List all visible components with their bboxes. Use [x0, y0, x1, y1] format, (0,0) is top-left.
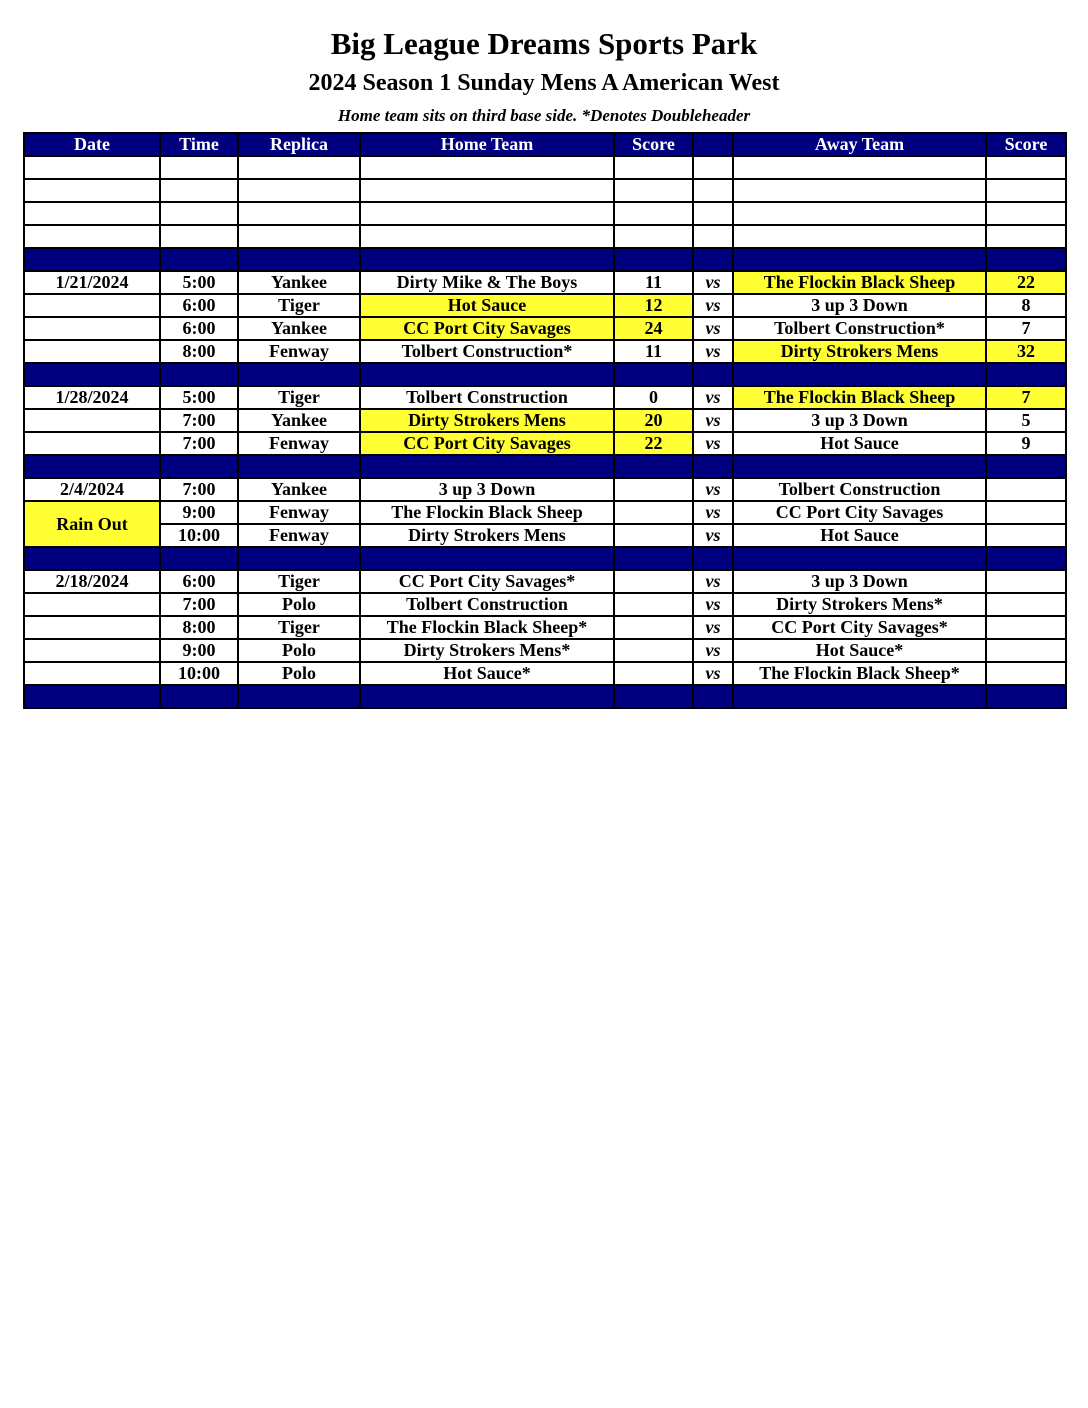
time-cell: 7:00 [160, 409, 238, 432]
time-cell: 7:00 [160, 593, 238, 616]
separator-cell [733, 685, 986, 708]
home-score-cell [614, 593, 693, 616]
away-team-cell: 3 up 3 Down [733, 570, 986, 593]
home-team-cell: CC Port City Savages [360, 432, 614, 455]
home-score-cell [614, 662, 693, 685]
vs-cell: vs [693, 294, 733, 317]
empty-cell [238, 225, 360, 248]
date-cell: Rain Out [24, 501, 160, 547]
game-row [24, 639, 1066, 662]
home-team-cell: CC Port City Savages* [360, 570, 614, 593]
home-score-cell [614, 616, 693, 639]
game-row [24, 524, 1066, 547]
date-cell [24, 662, 160, 685]
separator-cell [614, 455, 693, 478]
time-cell: 8:00 [160, 616, 238, 639]
header-away-team: Away Team [733, 133, 986, 156]
separator-cell [693, 455, 733, 478]
replica-cell: Yankee [238, 478, 360, 501]
away-team-cell: The Flockin Black Sheep* [733, 662, 986, 685]
header-home-score: Score [614, 133, 693, 156]
header-time: Time [160, 133, 238, 156]
vs-cell: vs [693, 501, 733, 524]
separator-cell [238, 547, 360, 570]
game-row [24, 616, 1066, 639]
vs-cell: vs [693, 386, 733, 409]
vs-cell: vs [693, 432, 733, 455]
empty-cell [360, 179, 614, 202]
empty-row [24, 156, 1066, 179]
empty-cell [693, 225, 733, 248]
separator-cell [238, 685, 360, 708]
away-score-cell [986, 639, 1066, 662]
empty-cell [614, 225, 693, 248]
away-score-cell: 9 [986, 432, 1066, 455]
replica-cell: Yankee [238, 409, 360, 432]
home-score-cell: 11 [614, 340, 693, 363]
away-team-cell: 3 up 3 Down [733, 409, 986, 432]
empty-cell [733, 202, 986, 225]
date-cell [24, 639, 160, 662]
header-away-score: Score [986, 133, 1066, 156]
empty-row [24, 202, 1066, 225]
replica-cell: Fenway [238, 524, 360, 547]
empty-cell [693, 179, 733, 202]
vs-cell: vs [693, 478, 733, 501]
away-score-cell [986, 524, 1066, 547]
time-cell: 10:00 [160, 524, 238, 547]
game-row [24, 317, 1066, 340]
separator-cell [360, 455, 614, 478]
schedule-table [23, 132, 1067, 709]
time-cell: 7:00 [160, 478, 238, 501]
away-team-cell: Hot Sauce [733, 524, 986, 547]
page-subtitle: 2024 Season 1 Sunday Mens A American West [308, 70, 780, 96]
away-team-cell: CC Port City Savages* [733, 616, 986, 639]
vs-cell: vs [693, 570, 733, 593]
game-row [24, 271, 1066, 294]
away-score-cell [986, 501, 1066, 524]
time-cell: 6:00 [160, 570, 238, 593]
time-cell: 9:00 [160, 501, 238, 524]
date-cell: 2/18/2024 [24, 570, 160, 593]
date-cell: 1/21/2024 [24, 271, 160, 294]
empty-cell [986, 225, 1066, 248]
replica-cell: Tiger [238, 386, 360, 409]
separator-cell [693, 547, 733, 570]
separator-cell [986, 363, 1066, 386]
home-score-cell [614, 639, 693, 662]
home-score-cell [614, 570, 693, 593]
replica-cell: Tiger [238, 616, 360, 639]
away-score-cell: 22 [986, 271, 1066, 294]
empty-cell [238, 156, 360, 179]
home-team-cell: Hot Sauce [360, 294, 614, 317]
separator-cell [614, 248, 693, 271]
separator-cell [693, 363, 733, 386]
replica-cell: Fenway [238, 340, 360, 363]
game-row [24, 340, 1066, 363]
away-score-cell: 7 [986, 317, 1066, 340]
header-row [24, 133, 1066, 156]
game-row [24, 570, 1066, 593]
game-row [24, 501, 1066, 524]
away-score-cell: 5 [986, 409, 1066, 432]
empty-cell [986, 179, 1066, 202]
away-team-cell: Hot Sauce* [733, 639, 986, 662]
schedule-note: Home team sits on third base side. *Denotes Doubleheader [337, 106, 751, 125]
date-cell [24, 317, 160, 340]
empty-cell [160, 225, 238, 248]
separator-cell [693, 685, 733, 708]
empty-cell [24, 225, 160, 248]
date-separator-row [24, 547, 1066, 570]
vs-cell: vs [693, 271, 733, 294]
separator-cell [160, 685, 238, 708]
separator-cell [24, 248, 160, 271]
separator-cell [986, 685, 1066, 708]
date-separator-row [24, 685, 1066, 708]
empty-cell [24, 179, 160, 202]
separator-cell [24, 455, 160, 478]
separator-cell [360, 685, 614, 708]
header-home-team: Home Team [360, 133, 614, 156]
date-cell [24, 432, 160, 455]
replica-cell: Fenway [238, 501, 360, 524]
empty-row [24, 225, 1066, 248]
date-cell [24, 593, 160, 616]
empty-cell [733, 225, 986, 248]
page-title: Big League Dreams Sports Park [330, 26, 758, 61]
empty-cell [360, 202, 614, 225]
date-cell [24, 409, 160, 432]
empty-row [24, 179, 1066, 202]
separator-cell [614, 547, 693, 570]
away-score-cell [986, 570, 1066, 593]
separator-cell [238, 455, 360, 478]
away-score-cell [986, 662, 1066, 685]
home-score-cell: 11 [614, 271, 693, 294]
vs-cell: vs [693, 616, 733, 639]
time-cell: 9:00 [160, 639, 238, 662]
vs-cell: vs [693, 662, 733, 685]
home-score-cell [614, 524, 693, 547]
home-team-cell: The Flockin Black Sheep [360, 501, 614, 524]
separator-cell [733, 455, 986, 478]
empty-cell [986, 202, 1066, 225]
replica-cell: Tiger [238, 294, 360, 317]
home-team-cell: The Flockin Black Sheep* [360, 616, 614, 639]
vs-cell: vs [693, 524, 733, 547]
time-cell: 7:00 [160, 432, 238, 455]
time-cell: 5:00 [160, 271, 238, 294]
replica-cell: Tiger [238, 570, 360, 593]
empty-cell [24, 156, 160, 179]
empty-cell [360, 225, 614, 248]
separator-cell [360, 547, 614, 570]
empty-cell [614, 202, 693, 225]
game-row [24, 294, 1066, 317]
game-row [24, 386, 1066, 409]
away-team-cell: The Flockin Black Sheep [733, 271, 986, 294]
date-cell: 1/28/2024 [24, 386, 160, 409]
separator-cell [733, 547, 986, 570]
away-team-cell: Dirty Strokers Mens* [733, 593, 986, 616]
away-team-cell: 3 up 3 Down [733, 294, 986, 317]
home-score-cell [614, 478, 693, 501]
away-score-cell [986, 478, 1066, 501]
away-score-cell [986, 616, 1066, 639]
empty-cell [238, 202, 360, 225]
home-team-cell: Tolbert Construction* [360, 340, 614, 363]
away-score-cell: 7 [986, 386, 1066, 409]
empty-cell [160, 179, 238, 202]
separator-cell [360, 248, 614, 271]
game-row [24, 432, 1066, 455]
away-team-cell: The Flockin Black Sheep [733, 386, 986, 409]
away-team-cell: CC Port City Savages [733, 501, 986, 524]
home-team-cell: Tolbert Construction [360, 593, 614, 616]
separator-cell [733, 363, 986, 386]
replica-cell: Fenway [238, 432, 360, 455]
game-row [24, 662, 1066, 685]
date-cell: 2/4/2024 [24, 478, 160, 501]
away-score-cell: 8 [986, 294, 1066, 317]
separator-cell [238, 363, 360, 386]
header-vs [693, 133, 733, 156]
separator-cell [24, 547, 160, 570]
date-cell [24, 294, 160, 317]
empty-cell [614, 179, 693, 202]
away-team-cell: Hot Sauce [733, 432, 986, 455]
separator-cell [24, 685, 160, 708]
separator-cell [160, 547, 238, 570]
game-row [24, 409, 1066, 432]
empty-cell [160, 156, 238, 179]
replica-cell: Yankee [238, 317, 360, 340]
empty-cell [693, 202, 733, 225]
home-team-cell: Dirty Strokers Mens [360, 409, 614, 432]
away-score-cell [986, 593, 1066, 616]
time-cell: 6:00 [160, 317, 238, 340]
game-row [24, 478, 1066, 501]
time-cell: 6:00 [160, 294, 238, 317]
home-score-cell: 20 [614, 409, 693, 432]
separator-cell [24, 363, 160, 386]
vs-cell: vs [693, 639, 733, 662]
separator-cell [986, 248, 1066, 271]
home-team-cell: CC Port City Savages [360, 317, 614, 340]
away-team-cell: Tolbert Construction [733, 478, 986, 501]
separator-cell [986, 547, 1066, 570]
time-cell: 10:00 [160, 662, 238, 685]
replica-cell: Polo [238, 639, 360, 662]
replica-cell: Polo [238, 593, 360, 616]
vs-cell: vs [693, 317, 733, 340]
game-row [24, 593, 1066, 616]
separator-cell [160, 248, 238, 271]
home-score-cell: 0 [614, 386, 693, 409]
empty-cell [160, 202, 238, 225]
away-score-cell: 32 [986, 340, 1066, 363]
date-separator-row [24, 363, 1066, 386]
time-cell: 8:00 [160, 340, 238, 363]
away-team-cell: Dirty Strokers Mens [733, 340, 986, 363]
date-separator-row [24, 455, 1066, 478]
empty-cell [733, 179, 986, 202]
vs-cell: vs [693, 340, 733, 363]
empty-cell [733, 156, 986, 179]
separator-cell [733, 248, 986, 271]
home-team-cell: Tolbert Construction [360, 386, 614, 409]
home-team-cell: Dirty Mike & The Boys [360, 271, 614, 294]
separator-cell [614, 363, 693, 386]
separator-cell [160, 363, 238, 386]
header-date: Date [24, 133, 160, 156]
empty-cell [614, 156, 693, 179]
home-team-cell: Dirty Strokers Mens [360, 524, 614, 547]
home-team-cell: Dirty Strokers Mens* [360, 639, 614, 662]
schedule-body [24, 156, 1066, 708]
date-cell [24, 616, 160, 639]
replica-cell: Yankee [238, 271, 360, 294]
separator-cell [986, 455, 1066, 478]
separator-cell [614, 685, 693, 708]
replica-cell: Polo [238, 662, 360, 685]
home-score-cell: 24 [614, 317, 693, 340]
empty-cell [986, 156, 1066, 179]
home-score-cell: 22 [614, 432, 693, 455]
date-separator-row [24, 248, 1066, 271]
vs-cell: vs [693, 409, 733, 432]
separator-cell [160, 455, 238, 478]
empty-cell [238, 179, 360, 202]
separator-cell [693, 248, 733, 271]
empty-cell [360, 156, 614, 179]
home-team-cell: 3 up 3 Down [360, 478, 614, 501]
home-score-cell: 12 [614, 294, 693, 317]
time-cell: 5:00 [160, 386, 238, 409]
header-replica: Replica [238, 133, 360, 156]
empty-cell [24, 202, 160, 225]
vs-cell: vs [693, 593, 733, 616]
separator-cell [360, 363, 614, 386]
date-cell [24, 340, 160, 363]
home-team-cell: Hot Sauce* [360, 662, 614, 685]
away-team-cell: Tolbert Construction* [733, 317, 986, 340]
separator-cell [238, 248, 360, 271]
home-score-cell [614, 501, 693, 524]
empty-cell [693, 156, 733, 179]
